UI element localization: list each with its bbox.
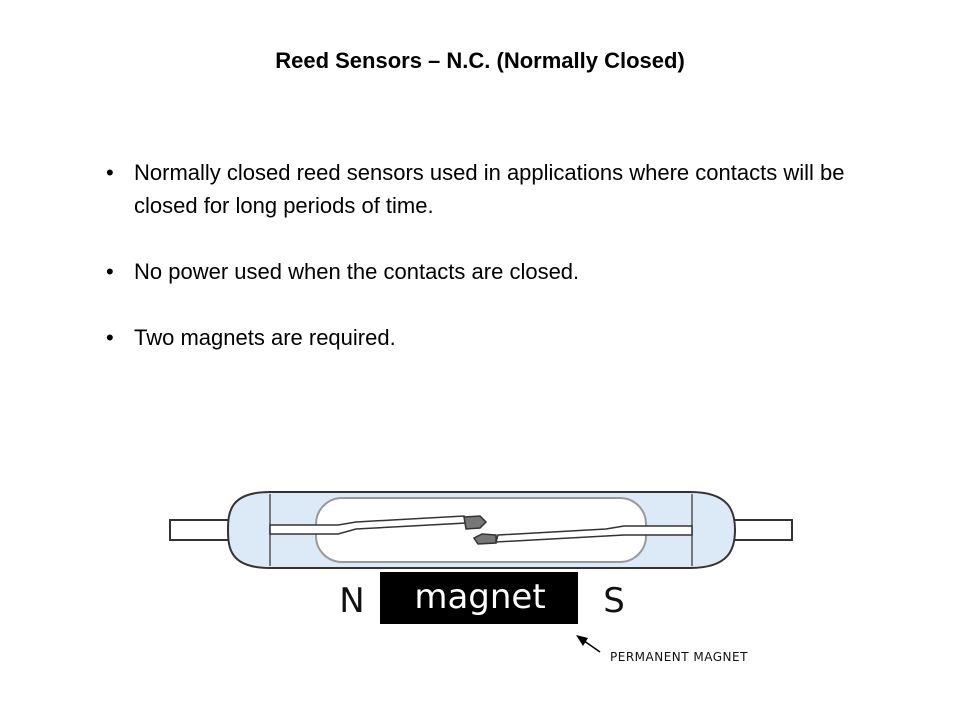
bullet-marker: • xyxy=(106,325,114,350)
bullet-item xyxy=(106,255,846,288)
bullet-text: Normally closed reed sensors used in applications where contacts will be closed for long periods of time. xyxy=(134,160,845,218)
bullet-text: Two magnets are required. xyxy=(134,325,396,350)
bullet-text: No power used when the contacts are closed. xyxy=(134,259,580,284)
reed-sensor-diagram xyxy=(160,480,800,670)
bullet-list xyxy=(106,156,846,387)
bullet-marker: • xyxy=(106,160,114,185)
bullet-item xyxy=(106,156,846,222)
south-pole-label: S xyxy=(603,581,625,621)
slide-title: Reed Sensors – N.C. (Normally Closed) xyxy=(275,48,685,73)
bullet-item xyxy=(106,321,846,354)
reed-sensor-svg xyxy=(160,480,800,670)
callout-label: PERMANENT MAGNET xyxy=(610,650,748,664)
north-pole-label: N xyxy=(339,581,365,621)
bullet-marker: • xyxy=(106,259,114,284)
callout-arrowhead-icon xyxy=(576,635,588,646)
magnet-text: magnet xyxy=(414,577,546,617)
left-lead-wire xyxy=(170,520,236,540)
